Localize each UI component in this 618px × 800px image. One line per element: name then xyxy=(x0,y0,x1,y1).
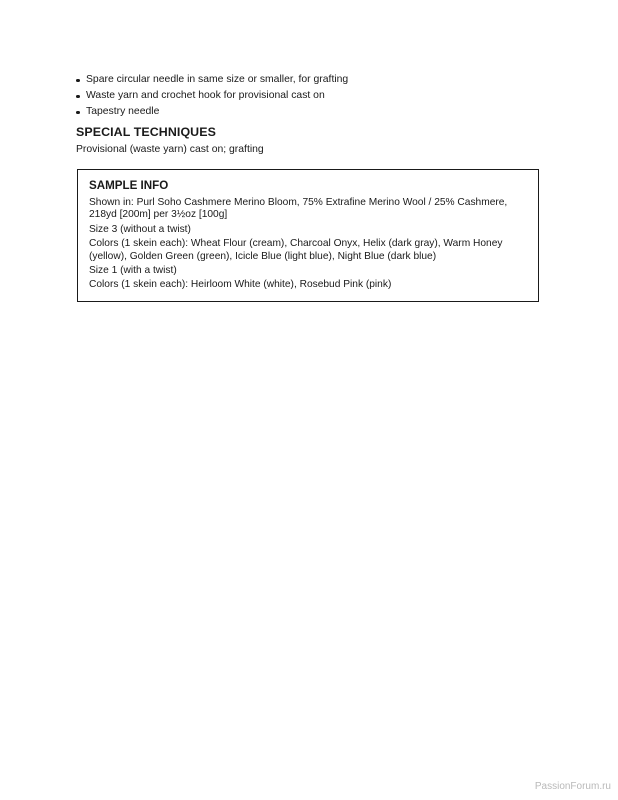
sample-info-colors: Colors (1 skein each): Wheat Flour (cream), Charcoal Onyx, Helix (dark gray), Warm Honey (yellow), Golden Green (green), Icicle Blue (light blue), Night Blue (dark blue) xyxy=(89,238,503,262)
special-techniques-text: Provisional (waste yarn) cast on; grafting xyxy=(76,144,264,155)
materials-list xyxy=(76,72,546,120)
sample-info-box xyxy=(77,169,539,302)
materials-list-item: Waste yarn and crochet hook for provisional cast on xyxy=(76,88,546,104)
materials-list-item: Tapestry needle xyxy=(76,104,546,120)
sample-info-size-label: Size 3 (without a twist) xyxy=(89,223,191,235)
sample-info-colors: Colors (1 skein each): Heirloom White (white), Rosebud Pink (pink) xyxy=(89,279,392,291)
materials-list-item: Spare circular needle in same size or smaller, for grafting xyxy=(76,72,546,88)
special-techniques-heading: SPECIAL TECHNIQUES xyxy=(76,125,216,139)
sample-info-heading: SAMPLE INFO xyxy=(89,179,169,192)
sample-info-yarn: Shown in: Purl Soho Cashmere Merino Bloom, 75% Extrafine Merino Wool / 25% Cashmere, 218yd [200m] per 3½oz [100g] xyxy=(89,197,508,221)
sample-info-size-label: Size 1 (with a twist) xyxy=(89,265,177,277)
watermark: PassionForum.ru xyxy=(534,781,611,792)
